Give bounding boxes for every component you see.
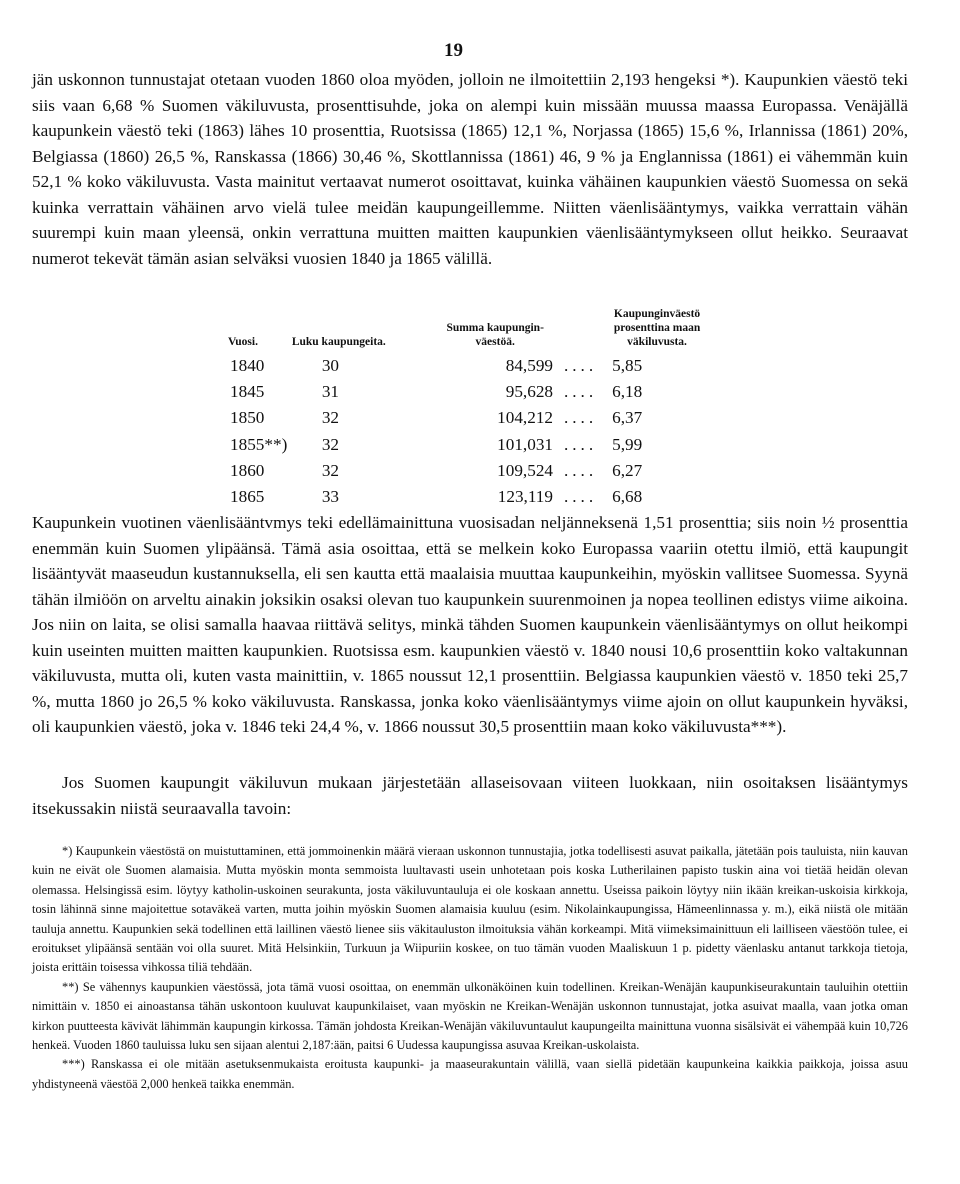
cell-year: 1850 — [230, 408, 265, 428]
cell-percent: 6,68 — [612, 487, 643, 507]
cell-count: 32 — [321, 408, 339, 428]
cell-count: 32 — [321, 434, 339, 454]
footnotes — [32, 842, 908, 1094]
header-spacer — [553, 307, 608, 353]
table-row — [222, 484, 702, 510]
table-row — [222, 353, 702, 379]
cell-percent: 5,99 — [612, 434, 643, 454]
population-table — [222, 307, 702, 510]
table-row — [222, 458, 702, 484]
cell-total: 101,031 — [497, 434, 553, 454]
cell-total: 104,212 — [497, 408, 553, 428]
cell-leader-dots: .... — [563, 487, 598, 507]
cell-percent: 6,18 — [612, 382, 643, 402]
cell-leader-dots: .... — [563, 356, 598, 376]
cell-year: 1865 — [230, 487, 265, 507]
cell-leader-dots: .... — [563, 434, 598, 454]
cell-total: 95,628 — [505, 382, 553, 402]
population-table-container — [222, 307, 702, 510]
paragraph-2: Kaupunkein vuotinen väenlisääntvmys teki edellämainittuna vuosisadan neljänneksenä 1,51 prosenttia; siis noin ½ prosenttia enemmän kuin Suomen ylipäänsä. Tämä asia osoittaa, että se melkein koko Europassa vaariin otettu ilmiö, että kaupungit lisääntyvät maaseudun kustannuksella, eli sen kautta että maalaisia muuttaa kaupunkeihin, myöskin vallitsee Suomessa. Syynä tähän ilmiöön on arveltu ainakin joksikin osaksi olevan tuo kaupunkein suurenmoinen ja nopea teollinen edistys viime aikoina. Jos niin on laita, se olisi samalla haavaa riittävä selitys, minkä tähden Suomen kaupunkein väenlisääntymys on ollut heikompi kuin useinten muitten maitten kaupunkien. Ruotsissa esm. kaupunkien väestö v. 1840 nousi 10,6 prosenttiin koko valtakunnan väkiluvusta, mutta oli, kuten vasta mainittiin, v. 1865 noussut 12,1 prosenttiin. Belgiassa kaupunkien väestö v. 1850 teki 25,7 %, mutta 1860 jo 26,5 % koko väkiluvusta. Ranskassa, jonka koko väenlisääntymys viime ajoin on ollut kaupunkein hyväksi, oli kaupunkien väestö, joka v. 1846 teki 24,4 %, v. 1866 noussut 30,5 prosenttiin maan koko väkiluvusta***). — [32, 513, 908, 736]
cell-year: 1855**) — [230, 434, 288, 454]
cell-leader-dots: .... — [563, 408, 598, 428]
header-total: Summa kaupungin-väestöä. — [446, 322, 544, 348]
cell-year: 1860 — [230, 460, 265, 480]
cell-percent: 6,37 — [612, 408, 643, 428]
table-row — [222, 405, 702, 431]
cell-leader-dots: .... — [563, 382, 598, 402]
cell-percent: 6,27 — [612, 460, 643, 480]
paragraph-3: Jos Suomen kaupungit väkiluvun mukaan järjestetään allaseisovaan viiteen luokkaan, niin osoitaksen lisääntymys itsekussakin niistä seuraavalla tavoin: — [32, 773, 908, 818]
header-count: Luku kaupungeita. — [291, 336, 386, 348]
page-number: 19 — [444, 40, 463, 61]
cell-percent: 5,85 — [612, 356, 643, 376]
cell-year: 1840 — [230, 356, 265, 376]
cell-count: 30 — [321, 356, 339, 376]
cell-total: 84,599 — [505, 356, 553, 376]
cell-count: 33 — [321, 487, 339, 507]
paragraph-1: jän uskonnon tunnustajat otetaan vuoden 1860 oloa myöden, jolloin ne ilmoitettiin 2,193 hengeksi *). Kaupunkien väestö teki siis vaan 6,68 % Suomen väkiluvusta, prosenttisuhde, joka on alempi kuin missään muussa maassa Europassa. Venäjällä kaupunkein väestö teki (1863) lähes 10 prosenttia, Ruotsissa (1865) 12,1 %, Norjassa (1865) 15,6 %, Irlannissa (1861) 20%, Belgiassa (1860) 26,5 %, Ranskassa (1866) 30,46 %, Skottlannissa (1861) 46, 9 % ja Englannissa (1861) ei vähemmän kuin 52,1 % koko väkiluvusta. Vasta mainitut vertaavat numerot osoittavat, kuinka vähäinen kaupunkien väestö Suomessa on sekä kuinka verrattain vähäinen arvo vielä tulee meidän kaupungeillemme. Niitten väenlisääntymys, vaikka verrattain vähän suurempi kuin maan yleensä, onkin verrattuna muitten maitten kaupunkien väenlisääntymykseen ollut heikko. Seuraavat numerot tekevät tämän asian selväksi vuosien 1840 ja 1865 välillä. — [32, 70, 908, 268]
cell-total: 123,119 — [497, 487, 553, 507]
table-row — [222, 379, 702, 405]
cell-total: 109,524 — [497, 460, 553, 480]
header-year: Vuosi. — [228, 336, 258, 348]
cell-year: 1845 — [230, 382, 265, 402]
cell-count: 32 — [321, 460, 339, 480]
footnote-3: ***) Ranskassa ei ole mitään asetuksenmukaista eroitusta kaupunki- ja maaseurakuntain välillä, vaan siellä pidetään kaupunkeina kaikkia paikkoja, joissa asuu yhdistyneenä väestöä 2,000 henkeä taikka enemmän. — [32, 1057, 908, 1091]
footnote-2: **) Se vähennys kaupunkien väestössä, jota tämä vuosi osoittaa, on enemmän ulkonäköinen kuin todellinen. Kreikan-Wenäjän kaupunkiseurakuntain tauluihin otettiin nimittäin v. 1850 ei ainoastansa tähän uskontoon kuuluvat kaupunkilaiset, vaan myöskin ne Kreikan-Wenäjän uskonnon tunnustajat, jotka asuivat maalla, vaan jotka oman kirkon puutteesta kävivät lähimmän kaupungin kirkossa. Tämän johdosta Kreikan-Wenäjän väkiluvuntaulut kaupungeilta mainittuna vuonna sisälsivät ei vähempää kuin 10,726 henkeä. Vuoden 1860 tauluissa luku sen sijaan alentui 2,187:ään, paitsi 6 Uudessa kaupungissa asuvaa Kreikan-uskolaista. — [32, 979, 908, 1053]
table-header-row — [222, 307, 702, 353]
footnote-1: *) Kaupunkein väestöstä on muistuttaminen, että jommoinenkin määrä vieraan uskonnon tunnustajia, jotka todellisesti asuvat paikalla, jätetään pois tauluista, niin kauvan kuin ne eivät ole Suomen alamaisia. Mutta myöskin monta semmoista luultavasti usein unhotetaan pois koska Lutherilainen papisto tuskin aina voi tietää heidän olevan olemassa. Helsingissä esim. löytyy katholin-uskoinen seurakunta, josta väkiluvuntauluja ei ole koskaan annettu. Useissa paikoin löytyy niin ikään kreikan-uskoisia kirkkoja, tosin lähinnä sinne majoitettue sotaväkeä varten, mutta joihin myöskin Suomen alamaisia kuuluu (esim. Nikolainkaupungissa, Hämeenlinnassa y. m.), eikä niistä ole mitään tauluja annettu. Kaupunkien sekä todellinen että laillinen väestö lienee siis väkitauluston ilmoituksia vähän korkeampi. Mitä viimeksimainittuun eli lailliseen väestöön tulee, ei eroitukset ylipäänsä sentään voi olla suuret. Mitä Helsinkiin, Turkuun ja Wiipuriin koskee, on tuo tämän vuoden Maaliskuun 1 p. pidetty väenlasku antanut tarkkoja tietoja, joista erittäin toisessa vihkossa tiliä tehdään. — [32, 844, 908, 975]
header-percent: Kaupunginväestö prosenttina maan väkiluvusta. — [613, 308, 701, 348]
cell-count: 31 — [321, 382, 339, 402]
table-row — [222, 432, 702, 458]
cell-leader-dots: .... — [563, 460, 598, 480]
